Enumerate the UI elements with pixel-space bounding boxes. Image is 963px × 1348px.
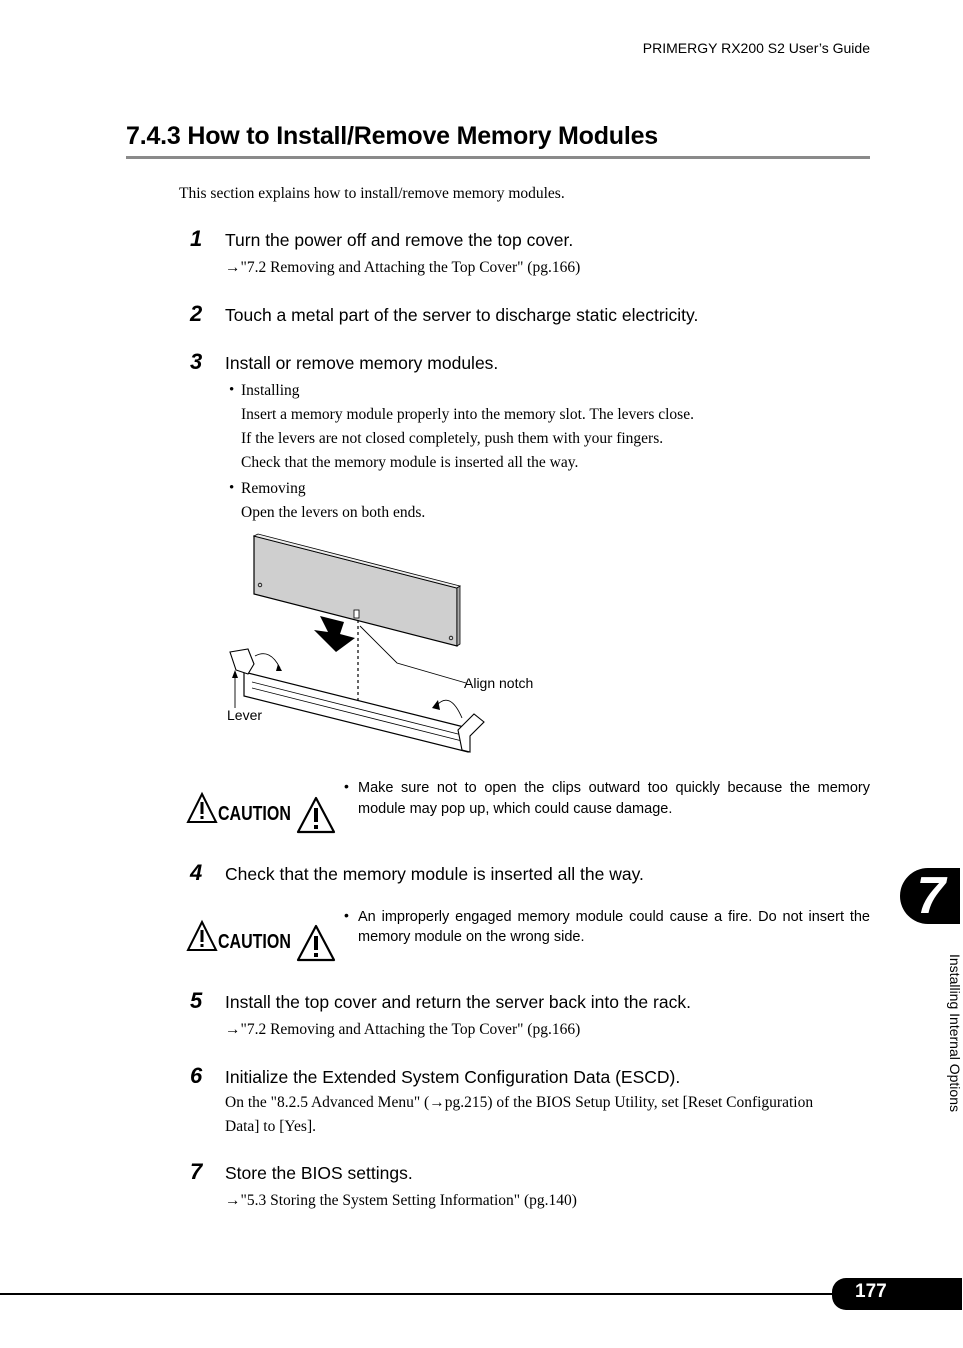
removing-line: Open the levers on both ends. <box>241 504 426 521</box>
memory-install-figure <box>222 530 552 760</box>
step-reference-5[interactable]: →"7.2 Removing and Attaching the Top Cover" (pg.166) <box>225 1021 581 1038</box>
installing-line: Insert a memory module properly into the memory slot. The levers close. <box>241 406 694 423</box>
removing-label: Removing <box>241 480 306 497</box>
step-number-5: 5 <box>190 988 203 1013</box>
svg-text:CAUTION: CAUTION <box>218 802 291 825</box>
caution-bullet: • <box>344 907 349 923</box>
step-text-1: Turn the power off and remove the top cover. <box>225 230 574 250</box>
chapter-side-label: Installing Internal Options <box>947 954 963 1112</box>
left-lever <box>230 649 254 674</box>
section-title: 7.4.3 How to Install/Remove Memory Modules <box>126 122 659 150</box>
installing-line: Check that the memory module is inserted all the way. <box>241 454 579 471</box>
caution-text-line: Make sure not to open the clips outward too quickly because the memory <box>358 780 870 796</box>
warning-triangle-icon <box>296 924 336 962</box>
title-underline <box>126 156 870 159</box>
step-text-4: Check that the memory module is inserted all the way. <box>225 864 644 884</box>
step-text-2: Touch a metal part of the server to discharge static electricity. <box>225 305 699 325</box>
caution-text-line: module may pop up, which could cause damage. <box>358 801 673 817</box>
installing-label: Installing <box>241 382 300 399</box>
caution-bullet: • <box>344 778 349 794</box>
insert-arrow-icon <box>314 616 355 652</box>
caution-label-icon <box>186 792 291 826</box>
footer-rule <box>0 1293 840 1295</box>
step-text-6: Initialize the Extended System Configuration Data (ESCD). <box>225 1067 681 1087</box>
caution-text-line: memory module on the wrong side. <box>358 929 585 945</box>
step-number-6: 6 <box>190 1063 203 1088</box>
step-reference-1[interactable]: →"7.2 Removing and Attaching the Top Cover" (pg.166) <box>225 259 581 276</box>
step-body-line: Data] to [Yes]. <box>225 1118 316 1135</box>
step-number-4: 4 <box>190 860 203 885</box>
installing-line: If the levers are not closed completely, push them with your fingers. <box>241 430 664 447</box>
align-notch-label: Align notch <box>464 675 534 691</box>
step-body-line: On the "8.2.5 Advanced Menu" (→pg.215) of the BIOS Setup Utility, set [Reset Configuration <box>225 1094 814 1111</box>
warning-triangle-icon <box>296 796 336 834</box>
removing-bullet: • <box>229 480 235 496</box>
memory-module-board <box>254 536 457 646</box>
module-notch <box>354 610 359 618</box>
memory-slot <box>244 672 468 752</box>
page-number: 177 <box>855 1281 887 1302</box>
step-text-3: Install or remove memory modules. <box>225 353 499 373</box>
right-lever <box>458 714 484 752</box>
step-number-7: 7 <box>190 1159 203 1184</box>
section-intro: This section explains how to install/remove memory modules. <box>179 185 565 202</box>
step-number-3: 3 <box>190 349 203 374</box>
step-number-2: 2 <box>190 301 203 326</box>
lever-label: Lever <box>227 707 263 723</box>
caution-text-line: An improperly engaged memory module could cause a fire. Do not insert the <box>358 909 870 925</box>
step-number-1: 1 <box>190 226 203 251</box>
running-header: PRIMERGY RX200 S2 User’s Guide <box>642 40 870 56</box>
caution-label-icon <box>186 920 291 954</box>
page-number-tab <box>832 1278 962 1310</box>
step-text-5: Install the top cover and return the server back into the rack. <box>225 992 691 1012</box>
step-reference-7[interactable]: →"5.3 Storing the System Setting Information" (pg.140) <box>225 1192 577 1209</box>
chapter-number: 7 <box>916 867 946 925</box>
svg-text:CAUTION: CAUTION <box>218 930 291 953</box>
installing-bullet: • <box>229 382 235 398</box>
step-text-7: Store the BIOS settings. <box>225 1163 413 1183</box>
